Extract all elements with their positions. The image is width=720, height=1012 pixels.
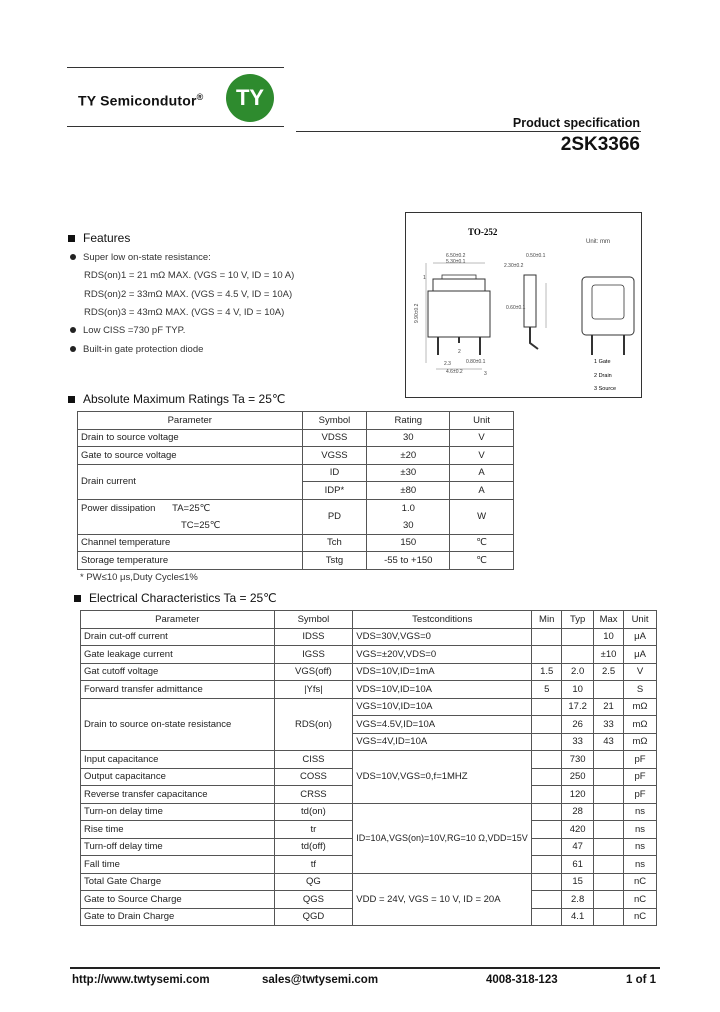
table-cell [532,821,562,839]
table-cell [594,803,624,821]
footer-url-link[interactable]: http://www.twtysemi.com [72,974,210,986]
table-cell: Tch [302,534,367,552]
table-cell: Gate to Source Charge [81,891,275,909]
table-cell: Gate to Drain Charge [81,908,275,926]
table-cell: 10 [594,628,624,646]
elec-title: Electrical Characteristics Ta = 25℃ [74,591,277,605]
table-cell: Total Gate Charge [81,873,275,891]
table-cell: 2.5 [594,663,624,681]
table-cell: V [450,429,514,447]
company-name: TY Semicondutor® [78,92,204,109]
table-cell [594,821,624,839]
table-cell: Input capacitance [81,751,275,769]
table-cell: ns [624,803,657,821]
table-cell [532,733,562,751]
table-cell: 730 [562,751,594,769]
table-cell: VDS=10V,VGS=0,f=1MHZ [353,751,532,804]
table-cell: ℃ [450,552,514,570]
table-header-cell: Parameter [81,611,275,629]
table-cell [532,908,562,926]
company-logo: TY [226,74,274,122]
table-cell [562,646,594,664]
table-cell: V [624,663,657,681]
table-row [78,499,514,534]
table-cell: Turn-on delay time [81,803,275,821]
table-row [81,628,657,646]
table-cell: 2.0 [562,663,594,681]
table-cell: Storage temperature [78,552,303,570]
table-cell: 47 [562,838,594,856]
table-cell: Gate leakage current [81,646,275,664]
table-cell: ±80 [367,482,450,500]
table-cell: 250 [562,768,594,786]
table-header-cell: Rating [367,412,450,430]
table-cell: VGS=±20V,VDS=0 [353,646,532,664]
spec-rule [296,131,641,132]
footnote: * PW≤10 μs,Duty Cycle≤1% [80,572,198,583]
dim-label: 0.80±0.1 [466,359,486,365]
table-cell [594,681,624,699]
table-cell: VGS=4V,ID=10A [353,733,532,751]
table-cell: VGS=4.5V,ID=10A [353,716,532,734]
table-cell: ID=10A,VGS(on)=10V,RG=10 Ω,VDD=15V [353,803,532,873]
table-header-cell: Min [532,611,562,629]
table-cell: VGSS [302,447,367,465]
table-cell: 61 [562,856,594,874]
unit-label: Unit: mm [586,239,610,245]
table-cell [532,891,562,909]
table-cell: Gat cutoff voltage [81,663,275,681]
table-cell: 1.0 30 [367,499,450,534]
table-cell [594,856,624,874]
table-cell: tr [274,821,353,839]
feature-item: RDS(on)1 = 21 mΩ MAX. (VGS = 10 V, ID = 10 A) [84,270,295,281]
table-cell: Rise time [81,821,275,839]
table-cell: ±10 [594,646,624,664]
table-cell: VDD = 24V, VGS = 10 V, ID = 20A [353,873,532,926]
table-cell: -55 to +150 [367,552,450,570]
table-cell: 17.2 [562,698,594,716]
dim-label: 4.6±0.2 [446,369,463,375]
table-cell: VDS=30V,VGS=0 [353,628,532,646]
table-header-cell: Unit [450,412,514,430]
table-cell: Output capacitance [81,768,275,786]
table-cell [532,786,562,804]
table-cell: nC [624,891,657,909]
table-cell: 2.8 [562,891,594,909]
table-cell [532,698,562,716]
table-cell: PD [302,499,367,534]
dim-label: 6.50±0.2 [446,253,466,259]
table-row [81,698,657,716]
table-header-row [81,611,657,629]
square-bullet-icon [68,235,75,242]
table-cell: tf [274,856,353,874]
table-header-cell: Symbol [274,611,353,629]
dim-label: 5.30±0.1 [446,259,466,265]
table-cell: CISS [274,751,353,769]
table-cell: QGD [274,908,353,926]
table-cell: 120 [562,786,594,804]
table-row [78,464,514,482]
table-cell: 28 [562,803,594,821]
table-row [78,534,514,552]
header-top-rule [67,67,284,68]
abs-max-title: Absolute Maximum Ratings Ta = 25℃ [68,392,285,406]
feature-item: Built-in gate protection diode [70,344,203,355]
table-cell: 43 [594,733,624,751]
dim-label: 0.50±0.1 [526,253,546,259]
table-cell: 150 [367,534,450,552]
table-cell: 33 [594,716,624,734]
dim-label: 9.90±0.2 [414,303,420,323]
table-cell: Channel temperature [78,534,303,552]
table-cell: V [450,447,514,465]
table-cell: ns [624,821,657,839]
square-bullet-icon [74,595,81,602]
table-cell: mΩ [624,698,657,716]
table-cell [532,628,562,646]
table-row [78,429,514,447]
table-cell: Drain cut-off current [81,628,275,646]
table-cell: nC [624,873,657,891]
table-cell [594,908,624,926]
table-cell: VDSS [302,429,367,447]
table-cell: ns [624,856,657,874]
bullet-icon [70,327,76,333]
pin-number: 2 [458,349,461,355]
table-cell: CRSS [274,786,353,804]
table-header-cell: Parameter [78,412,303,430]
table-cell: 30 [367,429,450,447]
table-cell [594,838,624,856]
table-cell: Tstg [302,552,367,570]
pin-number: 3 [484,371,487,377]
table-cell [532,751,562,769]
table-cell: pF [624,786,657,804]
table-cell: IDP* [302,482,367,500]
to252-outline-drawing [406,213,641,397]
table-cell: pF [624,768,657,786]
table-cell: A [450,482,514,500]
dim-label: 2.30±0.2 [504,263,524,269]
table-cell: S [624,681,657,699]
table-cell [594,891,624,909]
table-row [81,803,657,821]
table-header-cell: Max [594,611,624,629]
product-spec-label: Product specification [512,116,640,130]
table-header-row [78,412,514,430]
table-cell: VGS(off) [274,663,353,681]
dim-label: 2.3 [444,361,451,367]
part-number: 2SK3366 [560,134,640,155]
footer-phone: 4008-318-123 [486,974,558,986]
table-cell: Gate to source voltage [78,447,303,465]
table-cell: nC [624,908,657,926]
bullet-icon [70,346,76,352]
table-cell: td(off) [274,838,353,856]
table-cell: ns [624,838,657,856]
table-cell: Power dissipation TA=25℃ TC=25℃ [78,499,303,534]
table-cell: ID [302,464,367,482]
features-title: Features [68,231,130,245]
table-cell [532,873,562,891]
table-cell: QG [274,873,353,891]
table-cell [594,873,624,891]
table-header-cell: Testconditions [353,611,532,629]
dim-label: 0.60±0.1 [506,305,526,311]
table-cell: pF [624,751,657,769]
table-cell: Forward transfer admittance [81,681,275,699]
table-cell: ±20 [367,447,450,465]
table-cell [532,716,562,734]
square-bullet-icon [68,396,75,403]
table-cell: VDS=10V,ID=10A [353,681,532,699]
table-row [78,447,514,465]
table-header-cell: Unit [624,611,657,629]
table-cell: Drain to source on-state resistance [81,698,275,751]
table-header-cell: Typ [562,611,594,629]
pin-label: 3 Source [594,386,617,392]
feature-item: RDS(on)3 = 43mΩ MAX. (VGS = 4 V, ID = 10A) [84,307,285,318]
table-cell: Fall time [81,856,275,874]
table-cell: |Yfs| [274,681,353,699]
footer-email-link[interactable]: sales@twtysemi.com [262,974,379,986]
abs-max-table [77,411,514,570]
table-cell: Drain to source voltage [78,429,303,447]
table-cell: ±30 [367,464,450,482]
table-row [81,681,657,699]
table-cell: VDS=10V,ID=1mA [353,663,532,681]
table-cell: Reverse transfer capacitance [81,786,275,804]
table-cell [594,751,624,769]
table-row [81,751,657,769]
table-cell: 21 [594,698,624,716]
pin-number: 1 [423,275,426,281]
feature-item: Low CISS =730 pF TYP. [70,325,185,336]
table-cell [532,856,562,874]
table-row [81,873,657,891]
pin-label: 1 Gate [594,359,611,365]
elec-table [80,610,657,926]
table-cell: Drain current [78,464,303,499]
header-bottom-rule [67,126,284,127]
table-cell [532,768,562,786]
table-cell [562,628,594,646]
table-cell: VGS=10V,ID=10A [353,698,532,716]
table-cell: 5 [532,681,562,699]
table-cell: IDSS [274,628,353,646]
feature-item: Super low on-state resistance: [70,252,211,263]
table-cell: 10 [562,681,594,699]
table-cell: 26 [562,716,594,734]
table-cell: ℃ [450,534,514,552]
table-row [81,646,657,664]
page-number: 1 of 1 [626,974,657,986]
table-cell: W [450,499,514,534]
table-cell: Turn-off delay time [81,838,275,856]
table-cell [594,768,624,786]
table-cell: μA [624,628,657,646]
table-row [78,552,514,570]
table-cell: COSS [274,768,353,786]
table-cell: QGS [274,891,353,909]
table-row [81,663,657,681]
table-cell [532,838,562,856]
table-cell: 1.5 [532,663,562,681]
footer-rule [70,967,660,969]
pin-label: 2 Drain [594,373,612,379]
table-cell: μA [624,646,657,664]
table-cell: RDS(on) [274,698,353,751]
feature-item: RDS(on)2 = 33mΩ MAX. (VGS = 4.5 V, ID = 10A) [84,289,293,300]
table-cell: 420 [562,821,594,839]
table-cell: IGSS [274,646,353,664]
table-cell: 33 [562,733,594,751]
table-cell [594,786,624,804]
bullet-icon [70,254,76,260]
table-header-cell: Symbol [302,412,367,430]
package-title: TO-252 [468,227,498,237]
table-cell: 15 [562,873,594,891]
table-cell [532,646,562,664]
package-drawing [405,212,642,398]
table-cell: td(on) [274,803,353,821]
table-cell: mΩ [624,733,657,751]
table-cell [532,803,562,821]
table-cell: A [450,464,514,482]
table-cell: 4.1 [562,908,594,926]
table-cell: mΩ [624,716,657,734]
